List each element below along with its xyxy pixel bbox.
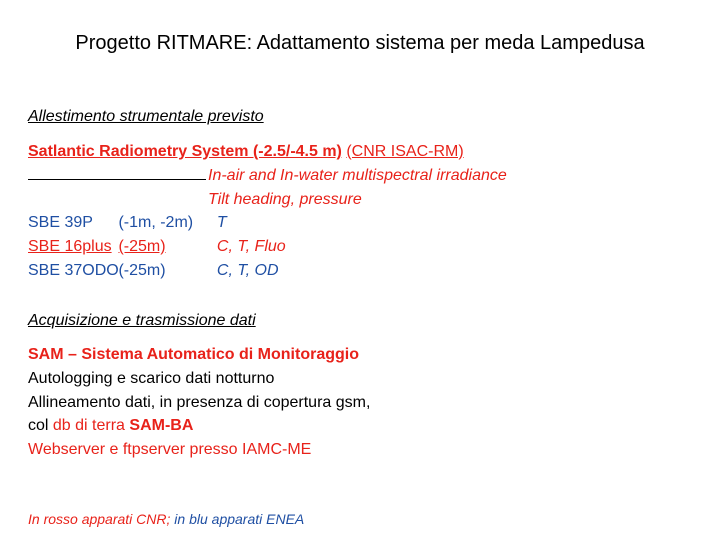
instrument-depth: (-25m)	[118, 262, 166, 279]
instrument-name: SBE 37ODO	[28, 262, 119, 279]
underline-blank	[28, 165, 206, 180]
satlantic-name: Satlantic Radiometry System (-2.5/-4.5 m)	[28, 143, 342, 160]
instrument-depth: (-1m, -2m)	[118, 214, 194, 231]
satlantic-desc1: In-air and In-water multispectral irradiance	[208, 167, 507, 184]
instrument-params: C, T, OD	[216, 262, 279, 279]
body-line-autologging: Autologging e scarico dati notturno	[28, 370, 275, 387]
section-heading-acquisizione: Acquisizione e trasmissione dati	[28, 312, 256, 329]
footnote-red: In rosso apparati CNR;	[28, 511, 171, 527]
instrument-depth: (-25m)	[118, 238, 166, 255]
section-heading-strumentale: Allestimento strumentale previsto	[28, 108, 264, 125]
footnote	[28, 508, 304, 530]
instrument-params: C, T, Fluo	[216, 238, 286, 255]
satlantic-desc2: Tilt heading, pressure	[208, 191, 362, 208]
sam-title: SAM – Sistema Automatico di Monitoraggio	[28, 346, 359, 363]
db-red-text: db di terra	[52, 417, 130, 434]
satlantic-line	[28, 141, 464, 163]
slide-title: Progetto RITMARE: Adattamento sistema per meda Lampedusa	[75, 32, 645, 54]
body-line-allineamento: Allineamento dati, in presenza di copertura gsm,	[28, 394, 371, 411]
instrument-name: SBE 16plus	[28, 238, 112, 255]
body-line-db	[28, 415, 193, 437]
footnote-blue: in blu apparati ENEA	[170, 511, 305, 527]
db-prefix: col	[28, 417, 53, 434]
instrument-row	[28, 260, 279, 282]
sam-ba-label: SAM-BA	[129, 417, 194, 434]
body-line-webserver: Webserver e ftpserver presso IAMC-ME	[28, 441, 312, 458]
instrument-params: T	[216, 214, 227, 231]
instrument-name: SBE 39P	[28, 214, 93, 231]
instrument-row	[28, 212, 227, 234]
satlantic-org: (CNR ISAC-RM)	[346, 143, 464, 160]
instrument-row	[28, 236, 286, 258]
satlantic-desc-line	[28, 165, 507, 187]
